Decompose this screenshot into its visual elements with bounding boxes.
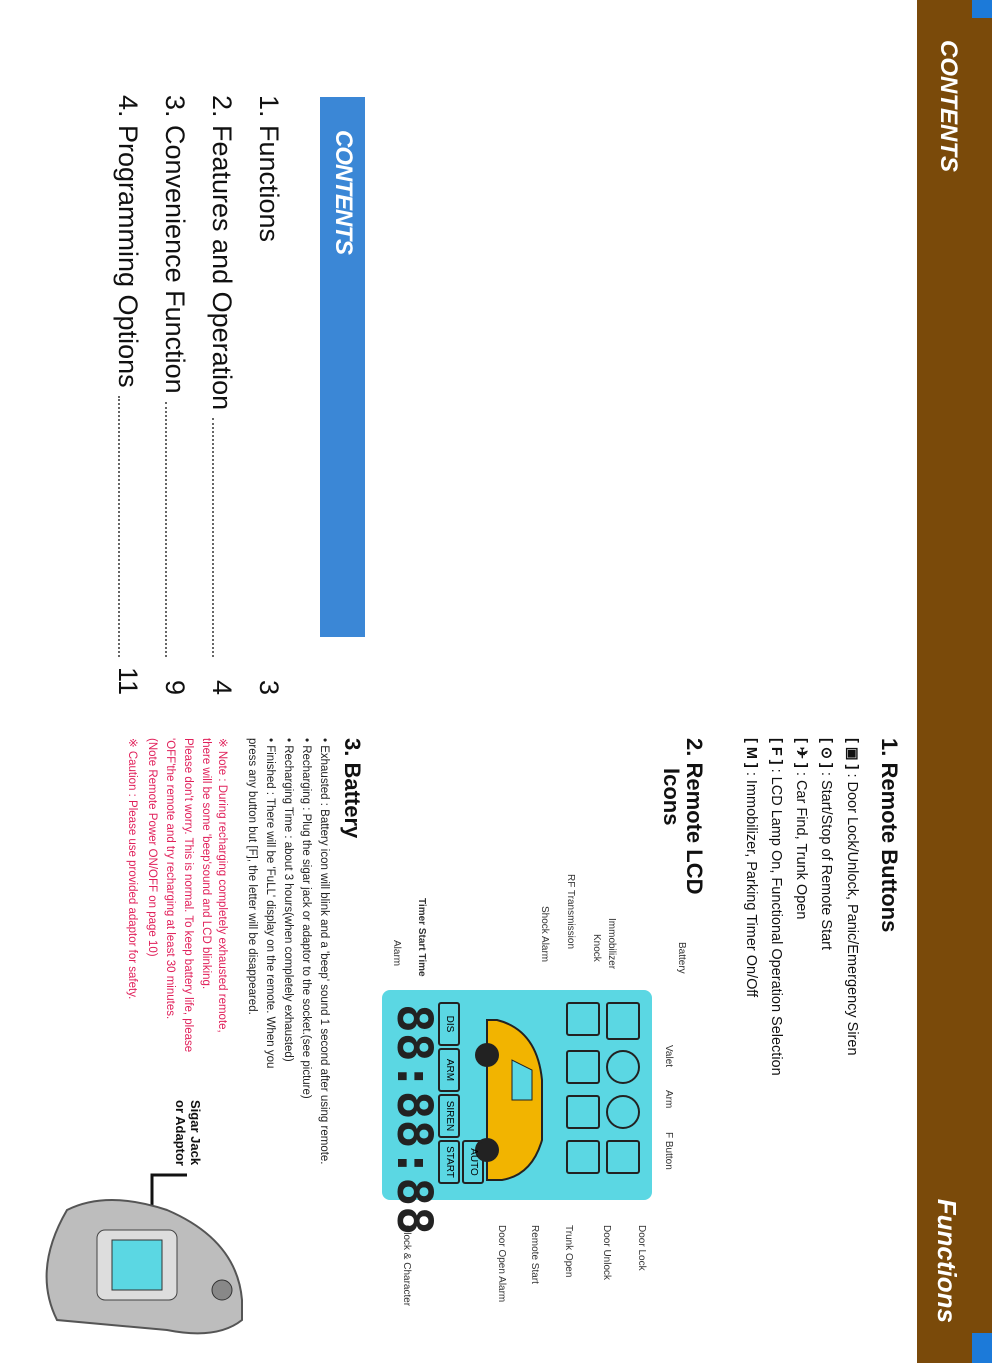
lcd-label-alarm: Alarm bbox=[391, 940, 402, 967]
battery-note: ※ Note : During recharging completely exhausted remote, bbox=[216, 738, 228, 1033]
battery-line: • Recharging Time : about 3 hours(when completely exhausted) bbox=[282, 738, 294, 1062]
lcd-label-shock: Shock Alarm bbox=[539, 906, 550, 963]
battery-note: (Note Remote Power ON/OFF on page 10) bbox=[146, 738, 158, 957]
door-unlock-icon bbox=[566, 1140, 600, 1174]
lcd-heading-line2: Icons bbox=[658, 768, 684, 826]
lcd-label-clock: Clock & Character bbox=[401, 1225, 412, 1307]
button-desc: : LCD Lamp On, Functional Operation Selection bbox=[768, 768, 784, 1076]
button-desc: : Car Find, Trunk Open bbox=[793, 771, 809, 920]
battery-note: ※ Caution : Please use provided adaptor for safety. bbox=[126, 738, 138, 1000]
door-lock-icon bbox=[606, 1140, 640, 1174]
arm-indicator: ARM bbox=[438, 1048, 460, 1092]
remote-buttons-heading: 1. Remote Buttons bbox=[877, 738, 902, 933]
lcd-label-immobilizer: Immobilizer bbox=[606, 918, 617, 970]
remote-button-line bbox=[818, 738, 834, 950]
lcd-digits: 88:88:88 bbox=[386, 1004, 442, 1236]
valet-icon bbox=[606, 1050, 640, 1084]
header-band bbox=[917, 0, 992, 1363]
battery-line: • Exhausted : Battery icon will blink and a 'beep' sound 1 second after using remote. bbox=[318, 738, 330, 1165]
f-button-icon bbox=[566, 1095, 600, 1129]
dis-indicator: DIS bbox=[438, 1002, 460, 1046]
toc-item[interactable] bbox=[104, 95, 151, 695]
toc-page: 4 bbox=[207, 679, 237, 695]
sigar-jack-annotation bbox=[172, 1100, 202, 1166]
toc-item[interactable] bbox=[198, 95, 245, 695]
remote-button-line bbox=[793, 738, 809, 919]
toc-title: Functions bbox=[254, 125, 284, 243]
toc-number: 4. bbox=[113, 95, 143, 118]
lcd-label-knock: Knock bbox=[591, 934, 602, 962]
toc-title: Programming Options bbox=[113, 125, 143, 388]
header-accent-left bbox=[972, 0, 992, 18]
remote-button-line bbox=[844, 738, 860, 1056]
table-of-contents bbox=[104, 95, 292, 695]
battery-note: Please don't worry. This is normal. To keep battery life, please bbox=[182, 738, 194, 1053]
battery-note: 'OFF'the remote and try recharging at least 30 minutes. bbox=[164, 738, 176, 1020]
remote-device-illustration bbox=[27, 1180, 257, 1345]
toc-leader bbox=[119, 396, 137, 657]
lcd-label-door-unlock: Door Unlock bbox=[601, 1225, 612, 1281]
lcd-display bbox=[382, 990, 652, 1236]
lcd-label-trunk: Trunk Open bbox=[563, 1225, 574, 1278]
toc-page: 9 bbox=[160, 679, 190, 695]
lcd-heading-line1: 2. Remote LCD bbox=[682, 738, 707, 895]
lcd-label-timer: Timer Start Time bbox=[416, 898, 427, 977]
start-indicator: START bbox=[438, 1140, 460, 1184]
button-key: [ M ] bbox=[743, 738, 759, 768]
toc-leader bbox=[166, 402, 184, 657]
immobilizer-icon bbox=[566, 1050, 600, 1084]
remote-button-line bbox=[743, 738, 759, 997]
toc-leader bbox=[213, 418, 231, 657]
toc-title: Convenience Function bbox=[160, 125, 190, 394]
battery-line: • Finished : There will be 'FuLL' display on the remote. When you bbox=[264, 738, 276, 1069]
lcd-label-door-open: Door Open Alarm bbox=[496, 1225, 507, 1303]
button-key: [ ▣ ] bbox=[844, 738, 860, 770]
button-key: [ ✈ ] bbox=[793, 738, 809, 768]
toc-page: 3 bbox=[254, 679, 284, 695]
battery-line: press any button but [F], the letter will be disappeared. bbox=[246, 738, 258, 1015]
lcd-label-door-lock: Door Lock bbox=[636, 1225, 647, 1271]
lcd-label-arm: Arm bbox=[663, 1090, 674, 1109]
siren-indicator: SIREN bbox=[438, 1094, 460, 1138]
knock-icon bbox=[566, 1002, 600, 1036]
toc-number: 2. bbox=[207, 95, 237, 118]
button-desc: : Door Lock/Unlock, Panic/Emergency Siren bbox=[844, 773, 860, 1056]
battery-icon bbox=[606, 1002, 640, 1040]
battery-heading: 3. Battery bbox=[340, 738, 365, 839]
toc-item[interactable] bbox=[245, 95, 292, 695]
lcd-label-battery: Battery bbox=[676, 942, 687, 974]
battery-line: • Recharging : Plug the sigar jack or adaptor to the socket.(see picture) bbox=[300, 738, 312, 1099]
toc-leader bbox=[261, 250, 277, 657]
toc-item[interactable] bbox=[151, 95, 198, 695]
annotation-line2: or Adaptor bbox=[173, 1100, 189, 1166]
toc-page: 11 bbox=[113, 666, 143, 695]
battery-note: there will be some 'beep'sound and LCD blinking. bbox=[200, 738, 212, 990]
remote-button-line bbox=[768, 738, 784, 1076]
button-desc: : Start/Stop of Remote Start bbox=[818, 771, 834, 951]
lcd-label-rf: RF Transmission bbox=[565, 874, 576, 950]
contents-heading: CONTENTS bbox=[330, 130, 357, 254]
lcd-label-remote-start: Remote Start bbox=[529, 1225, 540, 1284]
auto-indicator: AUTO bbox=[462, 1140, 484, 1184]
button-key: [ F ] bbox=[768, 738, 784, 765]
toc-title: Features and Operation bbox=[207, 125, 237, 411]
annotation-line1: Sigar Jack bbox=[188, 1100, 203, 1166]
arm-icon bbox=[606, 1095, 640, 1129]
toc-number: 3. bbox=[160, 95, 190, 118]
button-key: [ ⊙ ] bbox=[818, 738, 834, 768]
header-accent-right bbox=[972, 1333, 992, 1363]
header-title-left: CONTENTS bbox=[935, 40, 962, 172]
header-title-right: Functions bbox=[932, 1198, 962, 1323]
toc-number: 1. bbox=[254, 95, 284, 118]
lcd-icons-heading bbox=[660, 738, 706, 894]
button-desc: : Immobilizer, Parking Timer On/Off bbox=[743, 771, 759, 998]
lcd-label-valet: Valet bbox=[663, 1045, 674, 1068]
lcd-label-fbutton: F Button bbox=[663, 1132, 674, 1170]
